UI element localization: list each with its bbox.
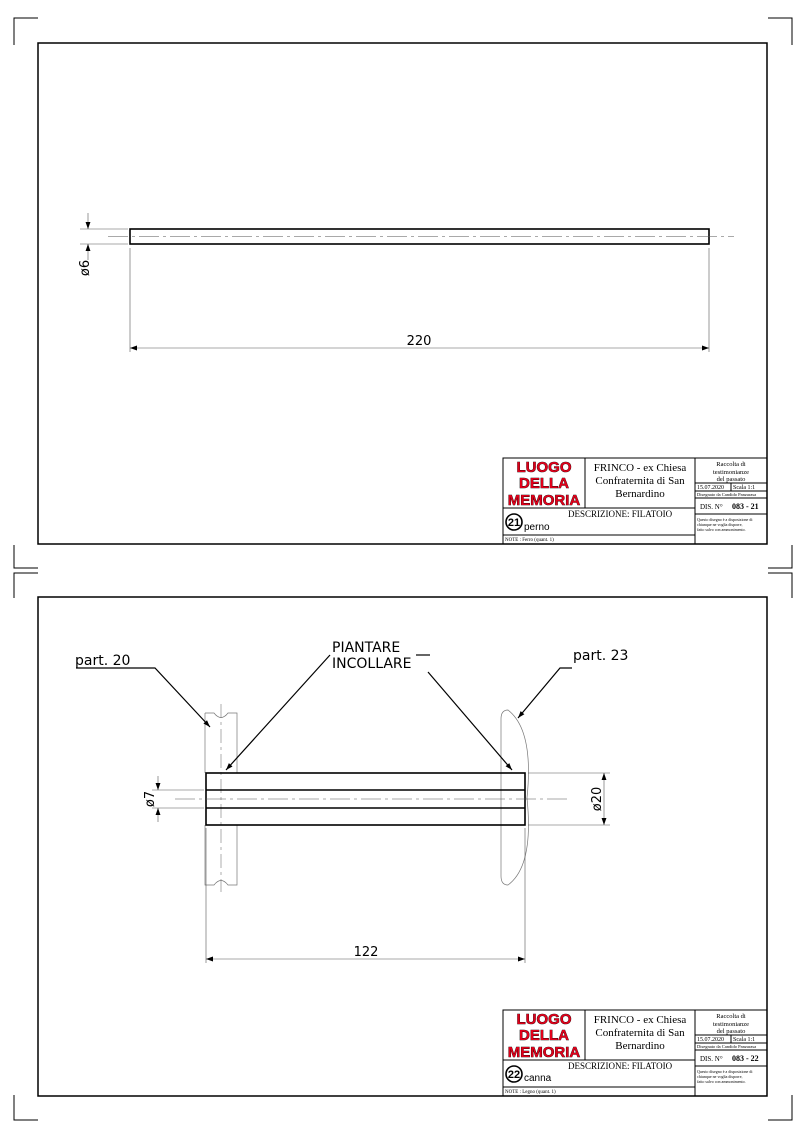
designer-1: Disegnato da Candido Panzarasa (697, 492, 757, 497)
svg-text:fatto salvo con ammonimento.: fatto salvo con ammonimento. (697, 527, 746, 532)
svg-text:chiunque ne voglia disporre,: chiunque ne voglia disporre, (697, 1074, 743, 1079)
crop-marks (14, 18, 792, 1120)
pin-part-drawing (108, 229, 734, 244)
svg-text:MEMORIA: MEMORIA (507, 1044, 581, 1061)
svg-text:Questo disegno è a disposizion: Questo disegno è a disposizione di (697, 517, 753, 522)
bore-diameter-label: ø7 (143, 790, 158, 808)
svg-text:Raccolta di: Raccolta di (716, 461, 746, 468)
svg-text:testimonianze: testimonianze (712, 1021, 750, 1028)
part-number-1: 21 (507, 517, 521, 529)
drawing-label-1: DIS. N° (700, 503, 723, 511)
drawing-number-2: 083 - 22 (732, 1054, 759, 1063)
svg-text:LUOGO: LUOGO (516, 459, 572, 476)
pin-diameter-label: ø6 (78, 259, 93, 277)
pin-length-label: 220 (406, 334, 432, 349)
date-1: 15.07.2020 (697, 485, 724, 491)
description-1: DESCRIZIONE: FILATOIO (568, 509, 673, 519)
svg-text:DELLA: DELLA (519, 475, 569, 492)
designer-2: Disegnato da Candido Panzarasa (697, 1044, 757, 1049)
part-20-outline (205, 704, 237, 892)
sleeve-length-dimension (206, 828, 525, 963)
svg-text:FRINCO - ex Chiesa: FRINCO - ex Chiesa (593, 462, 687, 474)
svg-text:MEMORIA: MEMORIA (507, 492, 581, 509)
sheet-1 (38, 43, 767, 544)
date-2: 15.07.2020 (697, 1037, 724, 1043)
part-name-1: perno (524, 522, 550, 533)
part-name-2: canna (524, 1073, 552, 1084)
drawing-label-2: DIS. N° (700, 1055, 723, 1063)
collection-text-1 (713, 461, 749, 483)
svg-text:Bernardino: Bernardino (615, 1040, 665, 1052)
logo-1 (508, 459, 581, 509)
svg-text:Confraternita di San: Confraternita di San (595, 475, 685, 487)
svg-text:DELLA: DELLA (519, 1027, 569, 1044)
logo-2 (508, 1011, 581, 1061)
svg-text:chiunque ne voglia disporre,: chiunque ne voglia disporre, (697, 522, 743, 527)
project-name-2 (594, 1014, 687, 1052)
drawing-number-1: 083 - 21 (732, 502, 759, 511)
svg-text:Confraternita di San: Confraternita di San (595, 1027, 685, 1039)
svg-text:LUOGO: LUOGO (516, 1011, 572, 1028)
svg-text:fatto salvo con ammonimento.: fatto salvo con ammonimento. (697, 1079, 746, 1084)
notes-1: NOTE : Ferro (quant. 1) (505, 538, 554, 543)
svg-text:Raccolta di: Raccolta di (716, 1013, 746, 1020)
license-text-2 (697, 1069, 753, 1084)
license-text-1 (697, 517, 753, 532)
svg-text:Bernardino: Bernardino (615, 488, 665, 500)
svg-text:del passato: del passato (716, 1028, 746, 1035)
description-2: DESCRIZIONE: FILATOIO (568, 1061, 673, 1071)
svg-text:FRINCO - ex Chiesa: FRINCO - ex Chiesa (593, 1014, 687, 1026)
collection-text-2 (713, 1013, 749, 1035)
callout-leaders (76, 655, 572, 770)
project-name-1 (594, 462, 687, 500)
part-number-2: 22 (507, 1069, 521, 1081)
outer-diameter-label: ø20 (590, 786, 605, 812)
instruction-line-2: INCOLLARE (332, 656, 412, 672)
svg-text:Questo disegno è a disposizion: Questo disegno è a disposizione di (697, 1069, 753, 1074)
part-20-callout: part. 20 (75, 653, 131, 669)
svg-text:testimonianze: testimonianze (712, 469, 750, 476)
sheet-2 (38, 597, 767, 1096)
scale-1: Scala 1:1 (733, 485, 756, 491)
scale-2: Scala 1:1 (733, 1037, 756, 1043)
sleeve-drawing (175, 773, 570, 825)
part-23-callout: part. 23 (573, 648, 629, 664)
notes-2: NOTE : Legno (quant. 1) (505, 1090, 556, 1095)
sleeve-length-label: 122 (353, 945, 379, 960)
svg-text:del passato: del passato (716, 476, 746, 483)
instruction-line-1: PIANTARE (332, 640, 401, 656)
